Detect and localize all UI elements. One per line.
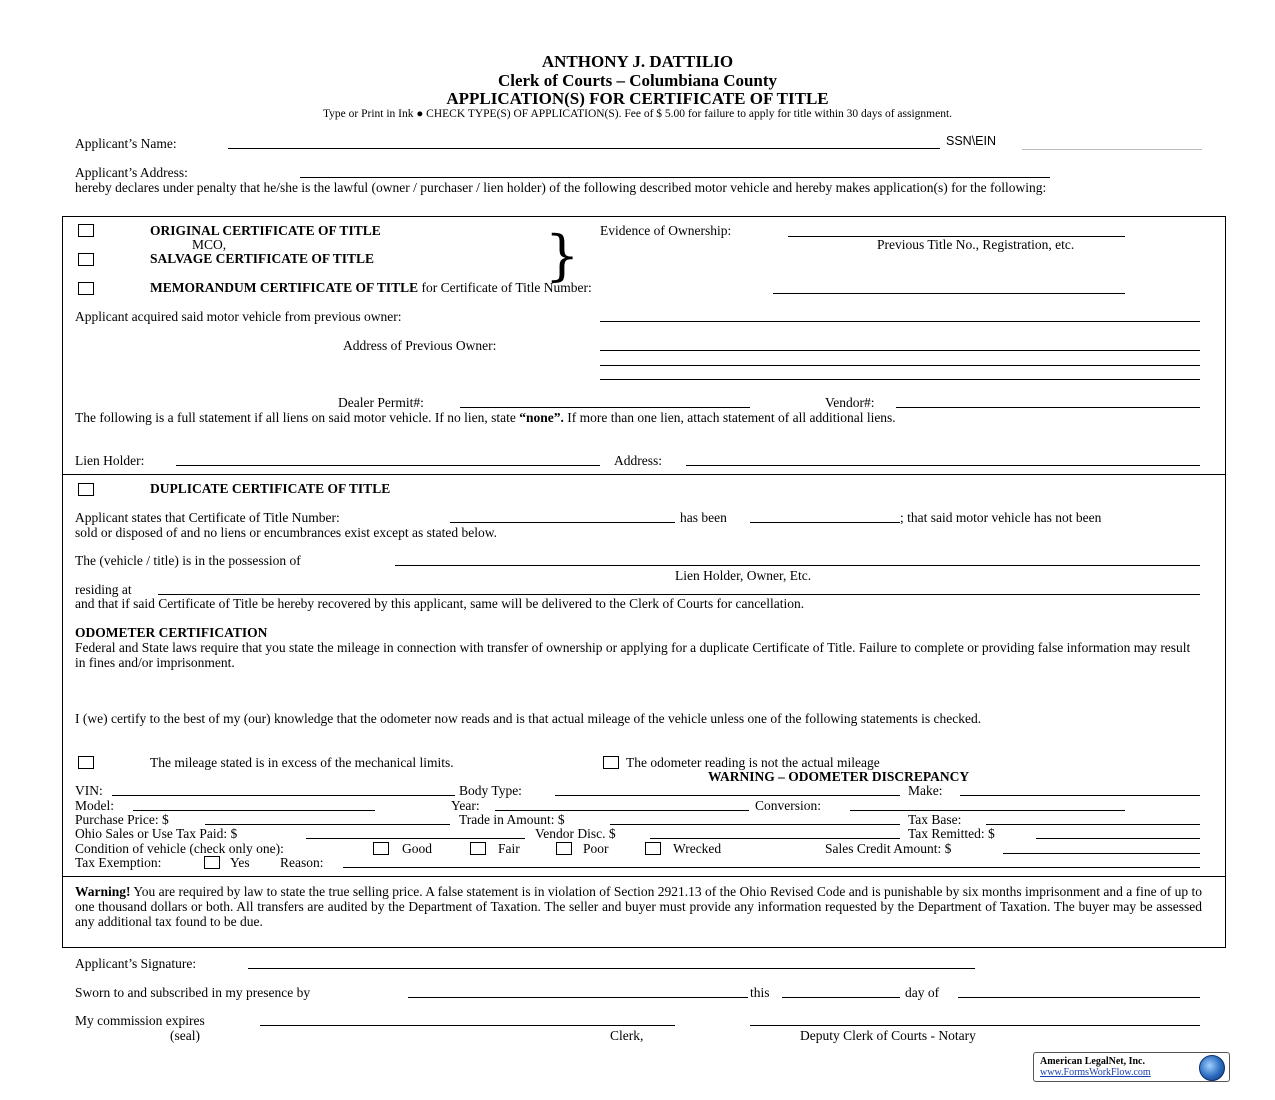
applicant-signature-field[interactable] xyxy=(248,968,975,969)
form-instructions: Type or Print in Ink ● CHECK TYPE(S) OF APPLICATION(S). Fee of $ 5.00 for failure to apply for title within 30 days of assignment. xyxy=(322,108,953,120)
memorandum-title-checkbox[interactable] xyxy=(78,282,94,295)
vendor-label: Vendor#: xyxy=(825,395,875,410)
possession-label: The (vehicle / title) is in the possession of xyxy=(75,553,301,568)
vendor-disc-label: Vendor Disc. $ xyxy=(535,826,616,841)
warning-divider xyxy=(62,876,1226,877)
office-name: Clerk of Courts – Columbiana County xyxy=(497,71,778,90)
recovered-text: and that if said Certificate of Title be hereby recovered by this applicant, same will be delivered to the Clerk of Courts for cancellation. xyxy=(75,596,805,611)
warning-paragraph xyxy=(75,884,1202,929)
conversion-field[interactable] xyxy=(850,810,1125,811)
american-legalnet-logo[interactable] xyxy=(1033,1052,1230,1082)
condition-fair-checkbox[interactable] xyxy=(470,842,486,855)
acquired-label: Applicant acquired said motor vehicle from previous owner: xyxy=(75,309,402,324)
lien-holder-label: Lien Holder: xyxy=(75,453,145,468)
tax-base-field[interactable] xyxy=(986,824,1200,825)
deputy-clerk-label: Deputy Clerk of Courts - Notary xyxy=(800,1028,976,1043)
salvage-title-checkbox[interactable] xyxy=(78,253,94,266)
model-label: Model: xyxy=(75,798,114,813)
original-title-checkbox[interactable] xyxy=(78,224,94,237)
memorandum-row xyxy=(150,280,592,295)
day-of-label: day of xyxy=(905,985,940,1000)
condition-poor-checkbox[interactable] xyxy=(556,842,572,855)
commission-expires-field[interactable] xyxy=(260,1025,675,1026)
dealer-permit-field[interactable] xyxy=(460,407,750,408)
brace-symbol: } xyxy=(545,224,580,287)
lien-address-field[interactable] xyxy=(686,465,1200,466)
condition-wrecked-checkbox[interactable] xyxy=(645,842,661,855)
previous-owner-field[interactable] xyxy=(600,321,1200,322)
lien-holder-field[interactable] xyxy=(176,465,600,466)
model-field[interactable] xyxy=(133,810,375,811)
globe-icon xyxy=(1199,1055,1225,1081)
possession-hint: Lien Holder, Owner, Etc. xyxy=(675,568,812,583)
conversion-label: Conversion: xyxy=(755,798,821,813)
body-type-label: Body Type: xyxy=(459,783,522,798)
make-field[interactable] xyxy=(960,795,1200,796)
odometer-discrepancy-warning: WARNING – ODOMETER DISCREPANCY xyxy=(708,769,970,784)
this-day-field[interactable] xyxy=(782,997,900,998)
applicant-address-label: Applicant’s Address: xyxy=(75,165,188,180)
applicant-signature-label: Applicant’s Signature: xyxy=(75,956,197,971)
original-title-label: ORIGINAL CERTIFICATE OF TITLE xyxy=(150,223,381,238)
body-type-field[interactable] xyxy=(555,795,900,796)
has-been-field[interactable] xyxy=(750,522,900,523)
sales-tax-field[interactable] xyxy=(306,838,525,839)
previous-address-line-2[interactable] xyxy=(600,365,1200,366)
sales-tax-label: Ohio Sales or Use Tax Paid: $ xyxy=(75,826,238,841)
tax-exemption-yes-label: Yes xyxy=(230,855,250,870)
tax-remitted-field[interactable] xyxy=(1036,838,1200,839)
applicant-address-field[interactable] xyxy=(300,177,1050,178)
not-actual-mileage-label: The odometer reading is not the actual mileage xyxy=(626,755,880,770)
trade-in-field[interactable] xyxy=(610,824,900,825)
ssn-ein-label: SSN\EIN xyxy=(946,134,997,148)
duplicate-title-checkbox[interactable] xyxy=(78,483,94,496)
liens-statement xyxy=(75,410,1200,425)
deputy-clerk-signature-field[interactable] xyxy=(750,1025,1200,1026)
tax-exemption-yes-checkbox[interactable] xyxy=(204,856,220,869)
vin-field[interactable] xyxy=(112,795,455,796)
purchase-price-label: Purchase Price: $ xyxy=(75,812,169,827)
previous-address-line-1[interactable] xyxy=(600,350,1200,351)
certify-text: I (we) certify to the best of my (our) knowledge that the odometer now reads and is that actual mileage of the vehicle unless one of the following statements is checked. xyxy=(75,711,982,726)
memorandum-title-label: MEMORANDUM CERTIFICATE OF TITLE xyxy=(150,280,419,295)
title-number-statement-c: ; that said motor vehicle has not been xyxy=(900,510,1102,525)
sworn-label: Sworn to and subscribed in my presence by xyxy=(75,985,311,1000)
this-label: this xyxy=(750,985,770,1000)
make-label: Make: xyxy=(908,783,943,798)
condition-good-checkbox[interactable] xyxy=(373,842,389,855)
vendor-field[interactable] xyxy=(896,407,1200,408)
possession-field[interactable] xyxy=(395,565,1200,566)
warning-lead: Warning! xyxy=(75,884,131,899)
not-actual-mileage-checkbox[interactable] xyxy=(603,756,619,769)
logo-url-link[interactable]: www.FormsWorkFlow.com xyxy=(1040,1067,1151,1078)
warning-text: You are required by law to state the true selling price. A false statement is in violation of Section 2921.13 of the Ohio Revised Code and is punishable by six months imprisonment and a fine of up to one thousand dollars or both. All transfers are audited by the Department of Taxation. The seller and buyer must provide any information requested by the Department of Taxation. The buyer may be assessed any additional tax found to be due. xyxy=(75,884,1202,929)
vendor-disc-field[interactable] xyxy=(650,838,900,839)
reason-field[interactable] xyxy=(343,867,1200,868)
commission-expires-label: My commission expires xyxy=(75,1013,205,1028)
has-been-label: has been xyxy=(680,510,727,525)
sales-credit-label: Sales Credit Amount: $ xyxy=(825,841,952,856)
memorandum-number-field[interactable] xyxy=(773,293,1125,294)
day-of-field[interactable] xyxy=(958,997,1200,998)
declaration-text: hereby declares under penalty that he/she is the lawful (owner / purchaser / lien holder) of the following described motor vehicle and hereby makes application(s) for the following: xyxy=(75,180,1047,195)
form-title: APPLICATION(S) FOR CERTIFICATE OF TITLE xyxy=(446,89,829,108)
vin-label: VIN: xyxy=(75,783,103,798)
year-label: Year: xyxy=(451,798,480,813)
trade-in-label: Trade in Amount: $ xyxy=(459,812,565,827)
purchase-price-field[interactable] xyxy=(205,824,450,825)
residing-field[interactable] xyxy=(158,594,1200,595)
title-number-statement-a: Applicant states that Certificate of Title Number: xyxy=(75,510,340,525)
memorandum-suffix: for Certificate of Title Number: xyxy=(421,280,592,295)
excess-mileage-checkbox[interactable] xyxy=(78,756,94,769)
clerk-label: Clerk, xyxy=(610,1028,644,1043)
evidence-hint: Previous Title No., Registration, etc. xyxy=(877,237,1075,252)
condition-fair-label: Fair xyxy=(498,841,520,856)
seal-label: (seal) xyxy=(170,1028,200,1043)
title-number-statement-d: sold or disposed of and no liens or encumbrances exist except as stated below. xyxy=(75,525,498,540)
year-field[interactable] xyxy=(495,810,749,811)
condition-good-label: Good xyxy=(402,841,432,856)
clerk-name: ANTHONY J. DATTILIO xyxy=(541,52,734,71)
reason-label: Reason: xyxy=(280,855,324,870)
previous-address-label: Address of Previous Owner: xyxy=(343,338,497,353)
liens-text-b: If more than one lien, attach statement of all additional liens. xyxy=(563,410,896,425)
ssn-ein-field[interactable] xyxy=(1022,149,1202,150)
liens-text-a: The following is a full statement if all liens on said motor vehicle. If no lien, state xyxy=(75,410,520,425)
lien-address-label: Address: xyxy=(614,453,662,468)
condition-poor-label: Poor xyxy=(583,841,609,856)
previous-address-line-3[interactable] xyxy=(600,379,1200,380)
odometer-title: ODOMETER CERTIFICATION xyxy=(75,625,268,640)
residing-label: residing at xyxy=(75,582,132,597)
odometer-law-text: Federal and State laws require that you state the mileage in connection with transfer of ownership or applying for a duplicate Certificate of Title. Failure to complete or providing false information may result in fines and/or imprisonment. xyxy=(75,640,1191,670)
dealer-permit-label: Dealer Permit#: xyxy=(338,395,424,410)
condition-label: Condition of vehicle (check only one): xyxy=(75,841,284,856)
logo-company-name: American LegalNet, Inc. xyxy=(1040,1056,1145,1067)
sworn-by-field[interactable] xyxy=(408,997,748,998)
tax-remitted-label: Tax Remitted: $ xyxy=(908,826,995,841)
condition-wrecked-label: Wrecked xyxy=(673,841,722,856)
applicant-name-label: Applicant’s Name: xyxy=(75,136,177,151)
duplicate-title-number-field[interactable] xyxy=(450,522,675,523)
tax-exemption-label: Tax Exemption: xyxy=(75,855,162,870)
sales-credit-field[interactable] xyxy=(1003,853,1200,854)
section-divider xyxy=(62,474,1226,475)
duplicate-title-label: DUPLICATE CERTIFICATE OF TITLE xyxy=(150,481,391,496)
evidence-label: Evidence of Ownership: xyxy=(600,223,732,238)
applicant-name-field[interactable] xyxy=(228,148,940,149)
salvage-title-label: SALVAGE CERTIFICATE OF TITLE xyxy=(150,251,374,266)
mco-label: MCO, xyxy=(192,237,227,252)
excess-mileage-label: The mileage stated is in excess of the mechanical limits. xyxy=(150,755,454,770)
liens-none: “none”. xyxy=(519,410,564,425)
tax-base-label: Tax Base: xyxy=(908,812,962,827)
